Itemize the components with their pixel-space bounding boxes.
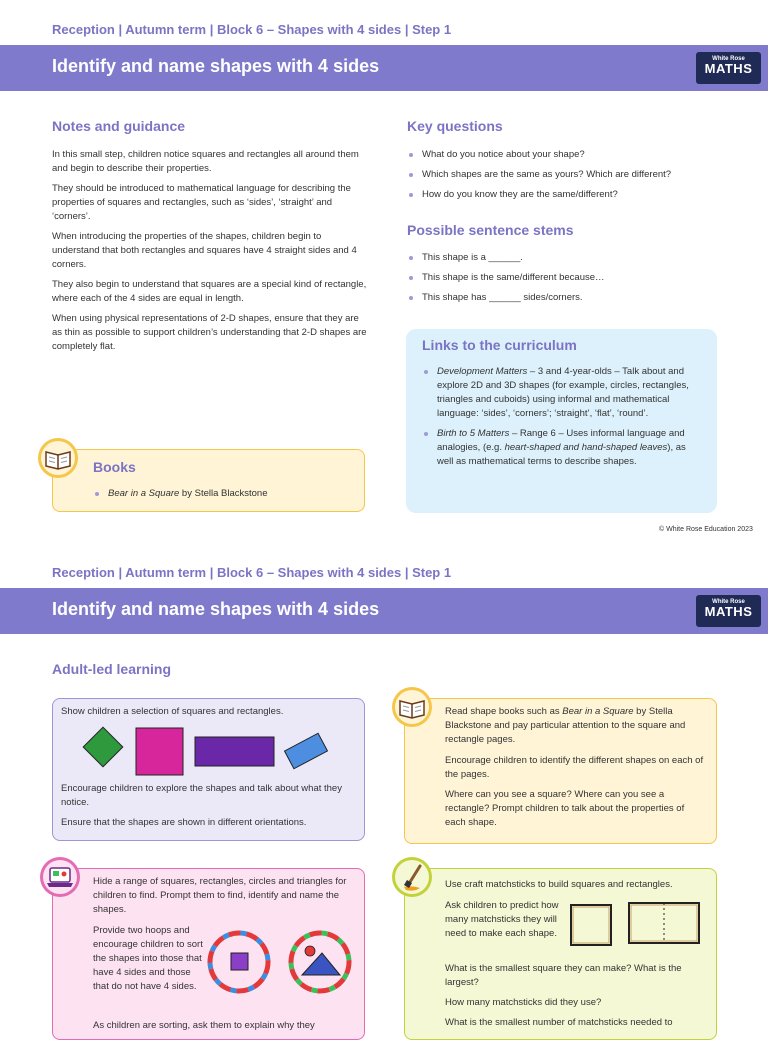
notes-heading: Notes and guidance (52, 118, 186, 134)
activity-text: Ensure that the shapes are shown in different orientations. (61, 817, 307, 828)
sentence-stem-item: This shape has ______ sides/corners. (407, 291, 727, 305)
activity-text: Encourage children to explore the shapes and talk about what they notice. (61, 783, 342, 808)
sentence-stems-heading: Possible sentence stems (407, 222, 574, 238)
page-title: Identify and name shapes with 4 sides (52, 56, 380, 76)
logo-main-text: MATHS (704, 61, 753, 76)
activity-text: What is the smallest number of matchsticks needed to (445, 1017, 673, 1028)
blue-rectangle-shape (285, 733, 328, 768)
books-box (52, 449, 365, 512)
activity-box-books (404, 698, 717, 844)
sentence-stem-item: This shape is the same/different because… (407, 271, 727, 285)
notes-paragraph: They should be introduced to mathematical language for describing the properties of squares and rectangles, such as ‘sides’, ‘straight’ and ‘corners’. (52, 183, 351, 222)
curriculum-item: Birth to 5 Matters – Range 6 – Uses informal language and analogies, (e.g. heart-shaped and hand-shaped leaves), as well as mathematical terms to describe shapes. (422, 427, 704, 469)
activity-text: Ask children to predict how many matchsticks they will need to make each shape. (445, 900, 559, 939)
breadcrumb: Reception | Autumn term | Block 6 – Shapes with 4 sides | Step 1 (52, 565, 452, 580)
breadcrumb: Reception | Autumn term | Block 6 – Shapes with 4 sides | Step 1 (52, 22, 452, 37)
matchstick-shapes-illustration (565, 899, 705, 951)
adult-led-heading: Adult-led learning (52, 661, 171, 677)
white-rose-maths-logo (696, 52, 761, 84)
white-rose-maths-logo (696, 595, 761, 627)
activity-text: Hide a range of squares, rectangles, circles and triangles for children to find. Prompt them to find, identify and name the shapes. (93, 876, 347, 915)
notes-section (52, 118, 370, 360)
activity-text: Show children a selection of squares and rectangles. (61, 706, 284, 717)
pink-square-shape (136, 728, 183, 775)
purple-rectangle-shape (195, 737, 274, 766)
title-banner (0, 588, 768, 634)
activity-box-hoops (52, 868, 365, 1040)
activity-text: Use craft matchsticks to build squares and rectangles. (445, 879, 673, 890)
activity-text: Where can you see a square? Where can you see a rectangle? Prompt children to talk about the properties of each shape. (445, 789, 685, 828)
activity-text: How many matchsticks did they use? (445, 997, 602, 1008)
matchstick-square (571, 905, 611, 945)
sentence-stem-item: This shape is a ______. (407, 251, 727, 265)
logo-top-text: White Rose (712, 56, 745, 62)
laptop-icon (40, 857, 80, 897)
hoop-circle-shape (305, 946, 315, 956)
key-questions-section (407, 118, 727, 208)
activity-text: As children are sorting, ask them to explain why they (93, 1020, 315, 1031)
curriculum-item: Development Matters – 3 and 4-year-olds – Talk about and explore 2D and 3D shapes (for example, circles, rectangles, triangles and cuboids) using informal and mathematical language: ‘sides’, ‘corners’; ‘straight’, ‘flat’, ‘round’. (422, 365, 704, 421)
activity-box-matchsticks (404, 868, 717, 1040)
activity-text: Provide two hoops and encourage children to sort the shapes into those that have 4 sides and those that do not have 4 sides. (93, 925, 203, 992)
logo-main-text: MATHS (704, 604, 753, 619)
green-square-shape (83, 727, 123, 767)
activity-text: Read shape books such as Bear in a Square by Stella Blackstone and pay particular attention to the square and rectangle pages. (445, 706, 686, 745)
curriculum-heading: Links to the curriculum (422, 337, 577, 353)
notes-paragraph: In this small step, children notice squares and rectangles all around them and begin to describe their properties. (52, 149, 359, 174)
activity-box-shapes (52, 698, 365, 841)
activity-text: What is the smallest square they can make? What is the largest? (445, 963, 682, 988)
copyright: © White Rose Education 2023 (659, 526, 753, 533)
book-icon (38, 438, 78, 478)
key-question-item: What do you notice about your shape? (407, 148, 727, 162)
books-heading: Books (93, 459, 136, 475)
notes-paragraph: When introducing the properties of the shapes, children begin to understand that both rectangles and squares have 4 straight sides and 4 corners. (52, 231, 357, 270)
key-question-item: How do you know they are the same/different? (407, 188, 727, 202)
curriculum-box (406, 329, 717, 513)
activity-text: Encourage children to identify the different shapes on each of the pages. (445, 755, 704, 780)
hoop-triangle-shape (302, 953, 340, 975)
sorting-hoops-illustration (206, 929, 354, 999)
notes-paragraph: When using physical representations of 2-D shapes, ensure that they are as thin as possible to support children’s understanding that 2-D shapes are completely flat. (52, 313, 367, 352)
page-title: Identify and name shapes with 4 sides (52, 599, 380, 619)
key-questions-heading: Key questions (407, 118, 503, 134)
title-banner (0, 45, 768, 91)
paintbrush-icon (392, 857, 432, 897)
key-question-item: Which shapes are the same as yours? Which are different? (407, 168, 727, 182)
notes-paragraph: They also begin to understand that squares are a special kind of rectangle, where each of the 4 sides are equal in length. (52, 279, 367, 304)
logo-top-text: White Rose (712, 599, 745, 605)
book-icon (392, 687, 432, 727)
shapes-illustration (81, 724, 361, 780)
book-item: Bear in a Square by Stella Blackstone (93, 487, 353, 501)
sentence-stems-section (407, 222, 727, 311)
hoop-square-shape (231, 953, 248, 970)
